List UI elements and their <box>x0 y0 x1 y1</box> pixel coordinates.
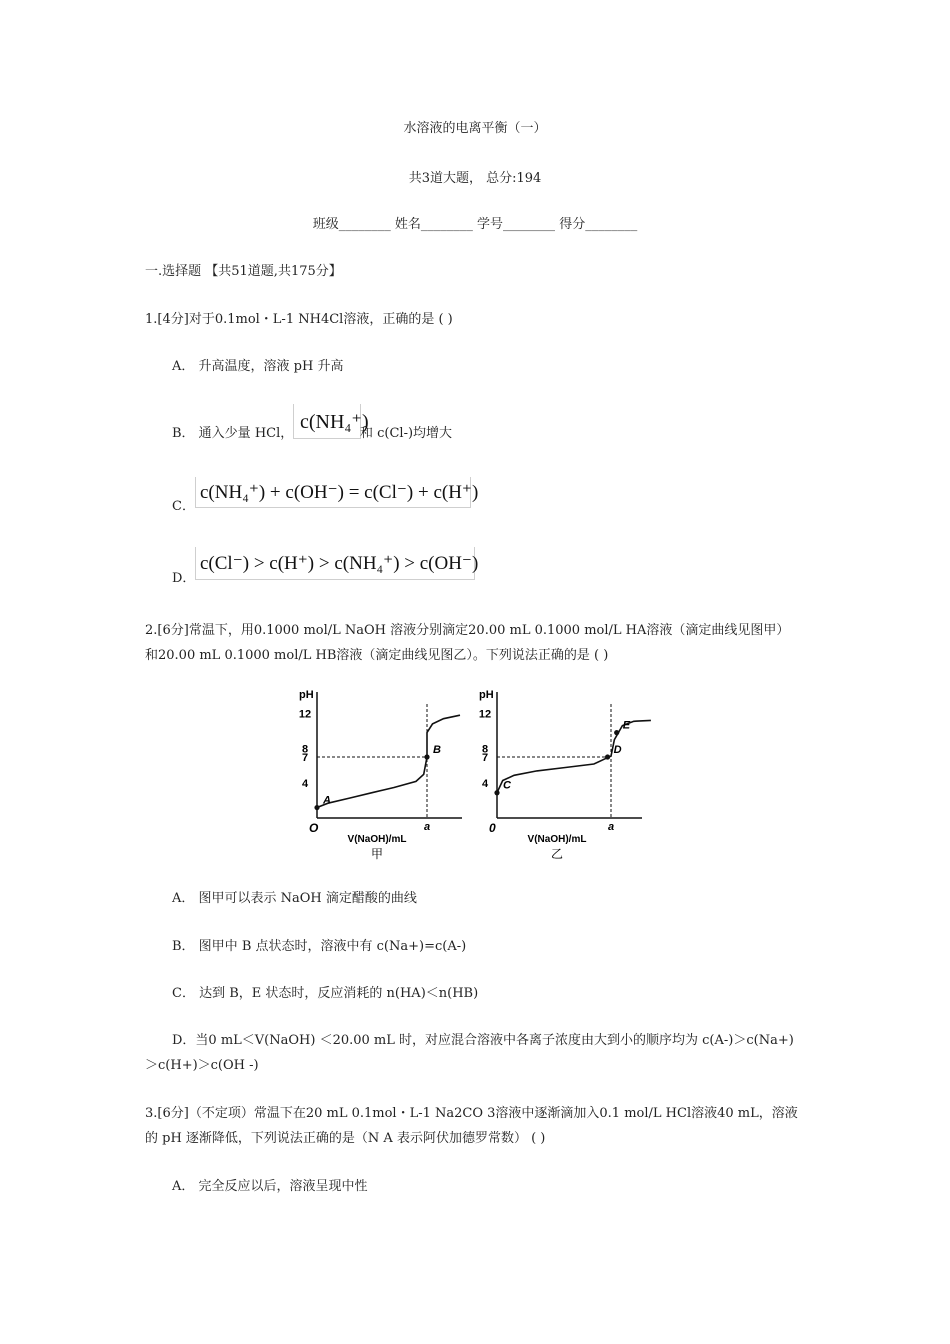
question-1-option-c-formula <box>195 477 479 508</box>
chart-2-point-label-c: C <box>503 779 511 792</box>
question-3-stem-line1: 3.[6分]（不定项）常温下在20 mL 0.1mol・L-1 Na2CO 3溶液中逐渐滴加入0.1 mol/L HCl溶液40 mL，溶液 <box>145 1106 798 1121</box>
question-2-stem-line2: 和20.00 mL 0.1000 mol/L HB溶液（滴定曲线见图乙）。下列说法正确的是 ( ) <box>145 648 609 663</box>
question-2-option-a: A． 图甲可以表示 NaOH 滴定醋酸的曲线 <box>172 891 417 906</box>
chart-2-y-tick-label: 8 <box>481 743 489 756</box>
formula-text: c(NH₄⁺) <box>300 411 369 433</box>
chart-1-x-tick-label: a <box>423 821 431 833</box>
page-summary: 共3道大题， 总分:194 <box>408 171 542 186</box>
question-2-option-d-line2: ＞c(H+)＞c(OH -) <box>145 1058 259 1073</box>
question-1-stem: 1.[4分]对于0.1mol・L-1 NH4Cl溶液，正确的是 ( ) <box>145 312 453 327</box>
page-title: 水溶液的电离平衡（一） <box>403 121 547 136</box>
chart-1-point-b <box>424 754 429 759</box>
chart-1-y-tick-label: 4 <box>301 778 309 791</box>
question-3-stem-line2: 的 pH 逐渐降低，下列说法正确的是（N A 表示阿伏加德罗常数） ( ) <box>145 1131 546 1146</box>
question-2-option-b: B． 图甲中 B 点状态时，溶液中有 c(Na+)=c(A-) <box>172 939 467 954</box>
chart-1-point-a <box>314 805 319 810</box>
chart-2-point-e <box>614 730 619 735</box>
question-2-stem-line1: 2.[6分]常温下，用0.1000 mol/L NaOH 溶液分别滴定20.00 mL 0.1000 mol/L HA溶液（滴定曲线见图甲） <box>145 623 790 638</box>
chart-1-point-label-a: A <box>323 794 331 807</box>
question-1-option-b-prefix: B． 通入少量 HCl， <box>172 426 294 441</box>
chart-2-x-tick-label: a <box>607 821 615 833</box>
chart-2-y-tick-label: 12 <box>478 708 492 721</box>
formula-text: c(NH₄⁺) + c(OH⁻) = c(Cl⁻) + c(H⁺) <box>200 482 479 503</box>
titration-charts <box>297 686 652 862</box>
chart-1-y-tick-label: 7 <box>301 752 309 764</box>
chart-1-title: 甲 <box>370 847 384 861</box>
chart-2-title: 乙 <box>550 847 564 861</box>
chart-1-y-tick-label: 8 <box>301 743 309 756</box>
chart-2-point-label-e: E <box>622 719 631 732</box>
chart-2-point-label-d: D <box>613 744 622 756</box>
chart-2-x-label: V(NaOH)/mL <box>527 834 587 845</box>
question-1-option-d-formula <box>195 547 479 580</box>
question-1-option-b-suffix: 和 c(Cl-)均增大 <box>360 426 453 441</box>
question-1-option-a: A． 升高温度，溶液 pH 升高 <box>172 359 344 374</box>
chart-1-x-label: V(NaOH)/mL <box>347 834 407 845</box>
chart-2-y-tick-label: 4 <box>481 778 489 791</box>
question-2-option-c: C． 达到 B，E 状态时，反应消耗的 n(HA)＜n(HB) <box>172 986 479 1001</box>
chart-2-point-d <box>605 754 610 759</box>
chart-2-y-label: pH <box>479 689 494 701</box>
question-1-option-b-formula <box>293 404 369 439</box>
question-1-option-c-label: C． <box>172 499 195 514</box>
formula-text: c(Cl⁻) > c(H⁺) > c(NH₄⁺) > c(OH⁻) <box>200 553 479 574</box>
chart-1-y-tick-label: 12 <box>298 708 312 721</box>
question-2-option-d-line1: D．当0 mL＜V(NaOH) ＜20.00 mL 时，对应混合溶液中各离子浓度由大到小的顺序均为 c(A-)＞c(Na+) <box>172 1033 794 1048</box>
chart-2-origin-label: 0 <box>489 821 496 835</box>
titration-charts-svg <box>297 686 652 862</box>
chart-1-point-label-b: B <box>433 744 441 756</box>
chart-2-point-c <box>494 790 499 795</box>
chart-2-y-tick-label: 7 <box>481 752 489 764</box>
chart-1-origin-label: O <box>309 821 319 835</box>
question-3-option-a: A． 完全反应以后，溶液呈现中性 <box>172 1179 368 1194</box>
student-fields: 班级________ 姓名________ 学号________ 得分________ <box>312 217 638 232</box>
section-heading: 一.选择题 【共51道题,共175分】 <box>145 264 342 279</box>
chart-1-titration-curve <box>317 715 460 807</box>
chart-1-y-label: pH <box>299 689 314 701</box>
question-1-option-d-label: D． <box>172 571 196 586</box>
